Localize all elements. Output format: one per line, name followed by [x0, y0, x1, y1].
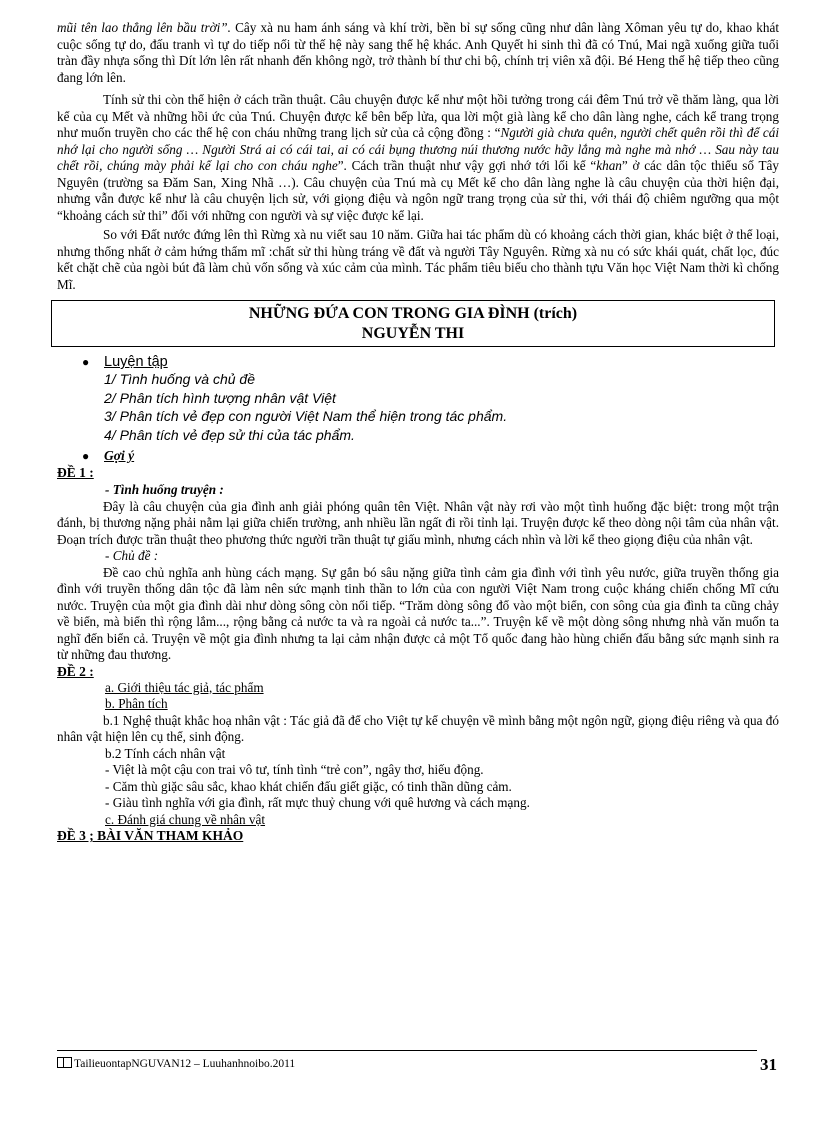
- intro-p2-b: ”. Cách trần thuật như vậy gợi nhớ tới lối kể “: [337, 158, 597, 173]
- intro-p2-khan: khan: [596, 158, 622, 173]
- practice-item: 1/ Tình huống và chủ đề: [104, 371, 255, 387]
- de2-b2: b.2 Tính cách nhân vật: [105, 745, 226, 761]
- bullet-icon: ●: [82, 449, 90, 463]
- de2-a-text: a. Giới thiệu tác giả, tác phẩm: [105, 679, 264, 695]
- hint-heading: Gợi ý: [104, 448, 135, 463]
- de1-theme-text: Đề cao chủ nghĩa anh hùng cách mạng. Sự gắn bó sâu nặng giữa tình cảm gia đình với tình yêu nước, giữa truyền thống gia đình với truyền thống dân tộc đã làm nên sức mạnh tinh thần to lớn của con người Việt Nam trong cuộc kháng chiến chống Mĩ cứu nước. Truyện của một gia đình dài như dòng sông còn nối tiếp. “Trăm dòng sông đổ vào một biển, con sông của gia đình ta cũng chảy về biển, mà biển thì rộng lắm..., rộng bằng cả nước ta và ra ngoài cả nước ta...”. Truyện kể về một dòng sông nhưng nhà văn muốn ta nghĩ đến biển cả. Truyện về một gia đình nhưng ta lại cảm nhận được cả một Tổ quốc đang hào hùng chiến đấu bằng sức mạnh sinh ra từ những đau thương.: [57, 564, 779, 662]
- de3-label: ĐỀ 3 ; BÀI VĂN THAM KHẢO: [57, 828, 244, 843]
- intro-paragraph-1: [57, 20, 779, 86]
- de1-theme-label: - Chủ đề :: [105, 548, 159, 563]
- de2-c-text: c. Đánh giá chung về nhân vật: [105, 811, 266, 827]
- de1-situation-label: - Tình huống truyện :: [105, 482, 224, 497]
- de2-b-text: b. Phân tích: [105, 696, 168, 711]
- footer-divider: [57, 1050, 757, 1051]
- page-content: [57, 20, 779, 844]
- de2-label: ĐỀ 2 :: [57, 663, 94, 679]
- footer: [57, 1057, 295, 1070]
- intro-paragraph-3: So với Đất nước đứng lên thì Rừng xà nu viết sau 10 năm. Giữa hai tác phẩm dù có khoảng cách thời gian, khác biệt ở thể loại, nhưng thống nhất ở cảm hứng thẩm mĩ :chất sử thi hùng tráng về đất và người Tây Nguyên. Rừng xà nu có sức khái quát, chất lọc, đúc kết chặt chẽ của ngòi bút đã làm chủ vốn sống và xúc cảm của mình. Tác phẩm tiêu biểu cho thành tựu Văn học Việt Nam thời kì chống Mĩ.: [57, 227, 779, 292]
- section-title-box: [51, 300, 775, 347]
- de2-b2-item: - Căm thù giặc sâu sắc, khao khát chiến đấu giết giặc, có tinh thần dũng cảm.: [105, 778, 512, 794]
- de2-b2-item: - Việt là một cậu con trai vô tư, tính tình “trẻ con”, ngây thơ, hiếu động.: [105, 762, 484, 777]
- de1-label: ĐỀ 1 :: [57, 465, 94, 480]
- section-title: NHỮNG ĐỨA CON TRONG GIA ĐÌNH (trích): [248, 305, 578, 322]
- intro-p1-italic: mũi tên lao thẳng lên bầu trời”.: [57, 20, 231, 35]
- practice-item: 3/ Phân tích vẻ đẹp con người Việt Nam thể hiện trong tác phẩm.: [104, 408, 508, 424]
- de2-a: [57, 680, 779, 697]
- intro-p2-c: ” ở các dân tộc thiểu số Tây Nguyên (trường sa Đăm San, Xing Nhã …). Câu chuyện của Tnú mà cụ Mết kể cho dân làng nghe là câu chuyện của thời hiện đại, nhưng vẫn được kể như là câu chuyện lịch sử, với giọng điệu và ngôn ngữ trang trọng của sử thi, với thái độ chiêm ngưỡng qua một “khoảng cách sử thi” đối với những con người và sự việc được kể lại.: [57, 158, 779, 223]
- footer-text: TailieuontapNGUVAN12 – Luuhanhnoibo.2011: [74, 1058, 296, 1070]
- hint-item: [57, 448, 779, 464]
- practice-item: 2/ Phân tích hình tượng nhân vật Việt: [104, 389, 336, 406]
- intro-p2-a: Tính sử thi còn thể hiện ở cách trần thuật. Câu chuyện được kể như một hồi tưởng trong cái đêm Tnú trở về thăm làng, qua lời kể của cụ Mết và những hồi ức của Tnú. Chuyện được kể bên bếp lửa, qua lời một già làng kể cho dân làng nghe, cách kể trang trọng như muốn truyền cho các thế hệ con cháu những trang lịch sử của cả cộng đồng : “: [57, 92, 779, 140]
- section-author: NGUYỄN THI: [361, 325, 465, 342]
- de1-situation-text: Đây là câu chuyện của gia đình anh giải phóng quân tên Việt. Nhân vật này rơi vào một tình huống đặc biệt: trong một trận đánh, bị thương nặng phải nằm lại giữa chiến trường, anh nhiều lần ngất đi rồi tỉnh lại. Truyện được kể theo dòng nội tâm của nhân vật. Đoạn trích được trần thuật theo phương thức người trần thuật tự giấu mình, nhưng cách nhìn và lời kể theo giọng điệu của nhân vật.: [57, 498, 779, 547]
- intro-paragraph-2: [57, 92, 779, 224]
- de2-b: [57, 696, 779, 713]
- bullet-icon: ●: [82, 355, 90, 369]
- intro-p1-text: Cây xà nu ham ánh sáng và khí trời, bền bỉ sự sống cũng như dân làng Xôman yêu tự do, khao khát cuộc sống tự do, đấu tranh vì tự do tiếp nối từ thế hệ này sang thế hệ khác. Anh Quyết hi sinh thì đã có Tnú, Mai ngã xuống giữa tuổi tràn đầy nhựa sống thì Dít lớn lên rất nhanh đến không ngờ, trở thành bí thư chi bộ, chính trị viên xã đội. Bé Heng thế hệ tiếp theo cũng đang lớn lên.: [57, 20, 779, 85]
- de2-b2-item: - Giàu tình nghĩa với gia đình, rất mực thuỷ chung với quê hương và cách mạng.: [105, 795, 530, 810]
- practice-list: [57, 354, 779, 444]
- intro-p2-quote: Người già chưa quên, người chết quên rồi thì để cái nhớ lại cho người sống … Người Strá ai có cái tai, ai có cái bụng thương núi thương nước hãy lắng mà nghe mà nhớ … Sau này tau chết rồi, chúng mày phải kể lại cho con cháu nghe: [57, 125, 779, 173]
- book-icon: [57, 1057, 72, 1068]
- de2-b1: b.1 Nghệ thuật khắc hoạ nhân vật : Tác giả đã để cho Việt tự kể chuyện về mình bằng một ngôn ngữ, giọng điệu riêng và qua đó nhân vật hiện lên cụ thể, sinh động.: [57, 712, 779, 744]
- practice-item: 4/ Phân tích vẻ đẹp sử thi của tác phẩm.: [104, 426, 355, 443]
- practice-heading: Luyện tập: [104, 354, 168, 370]
- practice-heading-item: [57, 354, 779, 370]
- de2-c: [57, 812, 779, 829]
- page-number: 31: [760, 1055, 777, 1074]
